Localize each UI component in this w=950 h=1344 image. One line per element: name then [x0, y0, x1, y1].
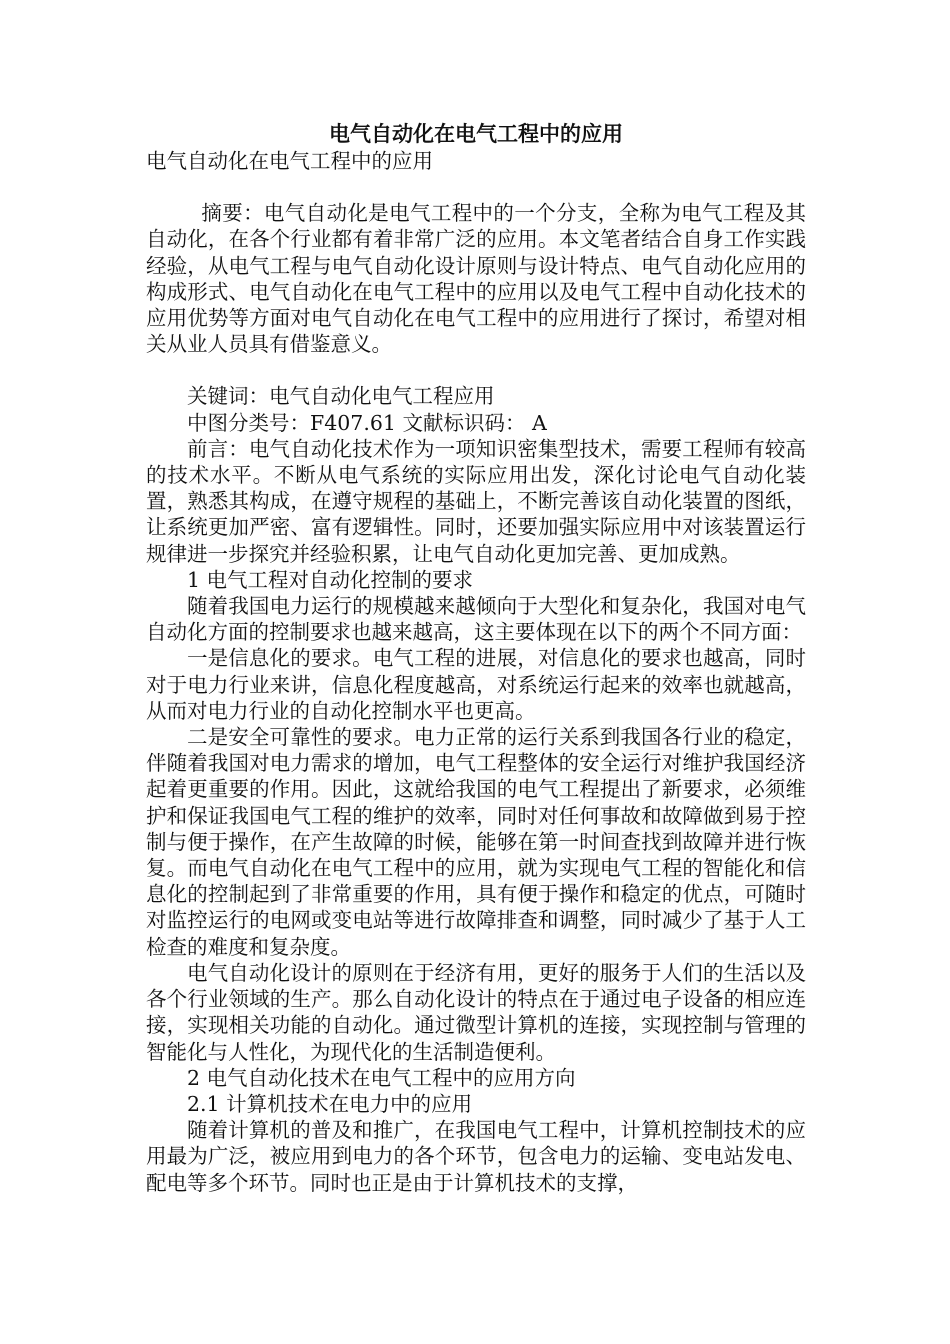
body-paragraph: 电气自动化设计的原则在于经济有用，更好的服务于人们的生活以及各个行业领域的生产。那么自动化设计的特点在于通过电子设备的相应连接，实现相关功能的自动化。通过微型计算机的连接，实现控制与管理的智能化与人性化，为现代化的生活制造便利。	[146, 960, 806, 1064]
body-paragraph: 二是安全可靠性的要求。电力正常的运行关系到我国各行业的稳定，伴随着我国对电力需求的增加，电气工程整体的安全运行对维护我国经济起着更重要的作用。因此，这就给我国的电气工程提出了新要求，必须维护和保证我国电气工程的维护的效率，同时对任何事故和故障做到易于控制与便于操作，在产生故障的时候，能够在第一时间查找到故障并进行恢复。而电气自动化在电气工程中的应用，就为实现电气工程的智能化和信息化的控制起到了非常重要的作用，具有便于操作和稳定的优点，可随时对监控运行的电网或变电站等进行故障排查和调整，同时减少了基于人工检查的难度和复杂度。	[146, 725, 806, 959]
section-heading-2: 2 电气自动化技术在电气工程中的应用方向	[187, 1065, 576, 1090]
preface-paragraph: 前言：电气自动化技术作为一项知识密集型技术，需要工程师有较高的技术水平。不断从电气系统的实际应用出发，深化讨论电气自动化装置，熟悉其构成，在遵守规程的基础上，不断完善该自动化装置的图纸，让系统更加严密、富有逻辑性。同时，还要加强实际应用中对该装置运行规律进一步探究并经验积累，让电气自动化更加完善、更加成熟。	[146, 436, 806, 566]
keywords-line: 关键词：电气自动化电气工程应用	[187, 384, 495, 409]
document-subtitle: 电气自动化在电气工程中的应用	[146, 149, 433, 173]
body-paragraph: 随着我国电力运行的规模越来越倾向于大型化和复杂化，我国对电气自动化方面的控制要求也越来越高，这主要体现在以下的两个不同方面：	[146, 594, 806, 645]
abstract-paragraph: 摘要：电气自动化是电气工程中的一个分支，全称为电气工程及其自动化，在各个行业都有着非常广泛的应用。本文笔者结合自身工作实践经验，从电气工程与电气自动化设计原则与设计特点、电气自动化应用的构成形式、电气自动化在电气工程中的应用以及电气工程中自动化技术的应用优势等方面对电气自动化在电气工程中的应用进行了探讨，希望对相关从业人员具有借鉴意义。	[146, 201, 806, 357]
document-title: 电气自动化在电气工程中的应用	[329, 122, 623, 146]
section-heading-1: 1 电气工程对自动化控制的要求	[187, 567, 474, 592]
subsection-heading-2-1: 2.1 计算机技术在电力中的应用	[187, 1091, 473, 1116]
body-paragraph: 一是信息化的要求。电气工程的进展，对信息化的要求也越高，同时对于电力行业来讲，信息化程度越高，对系统运行起来的效率也就越高，从而对电力行业的自动化控制水平也更高。	[146, 646, 806, 723]
body-paragraph: 随着计算机的普及和推广，在我国电气工程中，计算机控制技术的应用最为广泛，被应用到电力的各个环节，包含电力的运输、变电站发电、配电等多个环节。同时也正是由于计算机技术的支撑，	[146, 1118, 806, 1195]
classification-line: 中图分类号：F407.61 文献标识码： A	[187, 410, 547, 435]
document-page	[146, 120, 806, 1196]
